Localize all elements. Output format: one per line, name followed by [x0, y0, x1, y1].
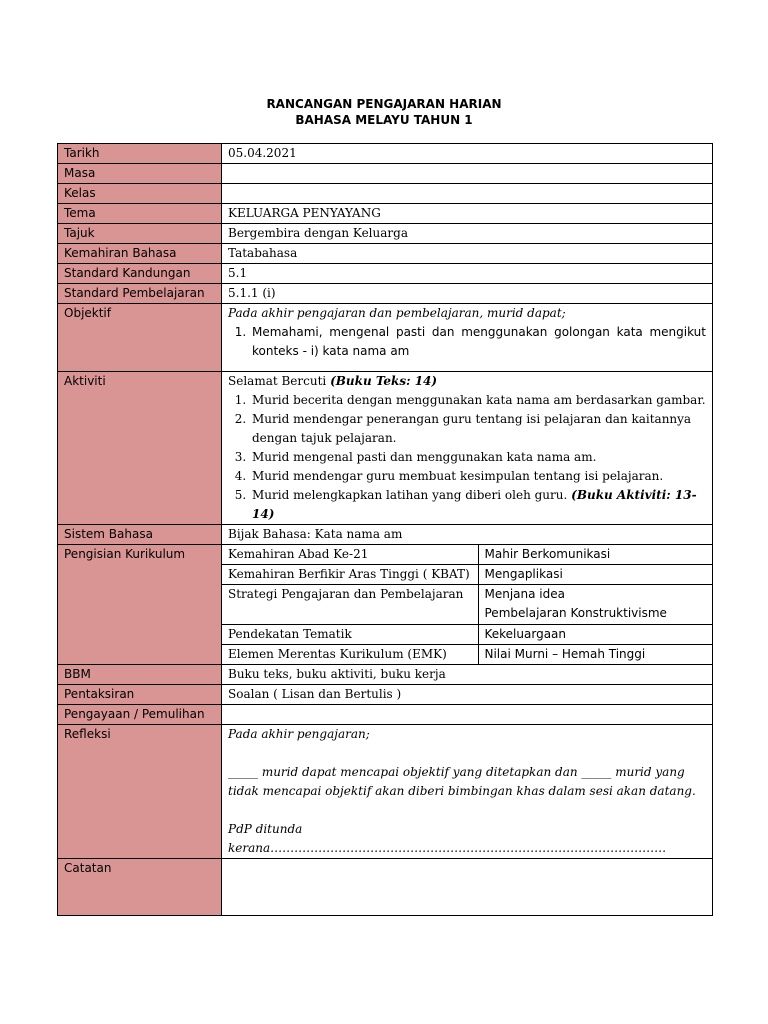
row-catatan: [58, 859, 713, 916]
row-standard-kandungan: [58, 264, 713, 284]
value-sistem-bahasa: Bijak Bahasa: Kata nama am: [222, 525, 713, 545]
value-kemahiran: Tatabahasa: [222, 244, 713, 264]
label-refleksi: Refleksi: [58, 725, 222, 859]
document-title: RANCANGAN PENGAJARAN HARIAN: [266, 97, 502, 111]
objektif-intro: Pada akhir pengajaran dan pembelajaran, murid dapat;: [228, 306, 566, 320]
row-tajuk: [58, 224, 713, 244]
aktiviti-heading: Selamat Bercuti (Buku Teks: 14): [228, 374, 438, 388]
aktiviti-item: 2. Murid mendengar penerangan guru tentang isi pelajaran dan kaitannya dengan tajuk pelajaran.: [250, 410, 706, 448]
row-pengisian-kurikulum: [58, 545, 713, 665]
row-standard-pembelajaran: [58, 284, 713, 304]
value-kelas: [222, 184, 713, 204]
objektif-list: [228, 323, 706, 361]
value-pentaksiran: Soalan ( Lisan dan Bertulis ): [222, 685, 713, 705]
aktiviti-item: 3. Murid mengenal pasti dan menggunakan kata nama am.: [250, 448, 706, 467]
refleksi-line2: _____ murid dapat mencapai objektif yang ditetapkan dan _____ murid yang tidak mencapai objektif akan diberi bimbingan khas dalam sesi akan datang.: [228, 765, 696, 798]
row-masa: [58, 164, 713, 184]
row-pentaksiran: [58, 685, 713, 705]
label-tajuk: Tajuk: [58, 224, 222, 244]
aktiviti-item: 5. Murid melengkapkan latihan yang diberi oleh guru. (Buku Aktiviti: 13-14): [250, 486, 706, 524]
aktiviti-item: 1. Murid becerita dengan menggunakan kata nama am berdasarkan gambar.: [250, 391, 706, 410]
value-masa: [222, 164, 713, 184]
label-standard-kandungan: Standard Kandungan: [58, 264, 222, 284]
label-kelas: Kelas: [58, 184, 222, 204]
kurikulum-key: Kemahiran Abad Ke-21: [222, 545, 478, 565]
label-pentaksiran: Pentaksiran: [58, 685, 222, 705]
value-catatan: [222, 859, 713, 916]
label-pengisian-kurikulum: Pengisian Kurikulum: [58, 545, 222, 665]
kurikulum-key: Pendekatan Tematik: [222, 625, 478, 645]
row-kelas: [58, 184, 713, 204]
value-standard-kandungan: 5.1: [222, 264, 713, 284]
label-tema: Tema: [58, 204, 222, 224]
kurikulum-key: Elemen Merentas Kurikulum (EMK): [222, 645, 478, 665]
objektif-item: 1. Memahami, mengenal pasti dan menggunakan golongan kata mengikut konteks - i) kata nama am: [250, 323, 706, 361]
row-refleksi: [58, 725, 713, 859]
row-tarikh: [58, 144, 713, 164]
value-pengayaan: [222, 705, 713, 725]
row-kemahiran: [58, 244, 713, 264]
value-tema: KELUARGA PENYAYANG: [222, 204, 713, 224]
label-tarikh: Tarikh: [58, 144, 222, 164]
row-bbm: [58, 665, 713, 685]
kurikulum-value: Menjana idea Pembelajaran Konstruktivisme: [478, 585, 712, 625]
kurikulum-value: Mahir Berkomunikasi: [478, 545, 712, 565]
aktiviti-list: [228, 391, 706, 524]
document-subtitle: BAHASA MELAYU TAHUN 1: [295, 113, 473, 127]
refleksi-line1: Pada akhir pengajaran;: [228, 727, 370, 741]
aktiviti-last-ref: (Buku Aktiviti: 13-14): [252, 488, 697, 521]
row-aktiviti: [58, 372, 713, 525]
kurikulum-key: Kemahiran Berfikir Aras Tinggi ( KBAT): [222, 565, 478, 585]
kurikulum-value: Kekeluargaan: [478, 625, 712, 645]
label-pengayaan: Pengayaan / Pemulihan: [58, 705, 222, 725]
label-sistem-bahasa: Sistem Bahasa: [58, 525, 222, 545]
row-objektif: [58, 304, 713, 372]
label-aktiviti: Aktiviti: [58, 372, 222, 525]
label-standard-pembelajaran: Standard Pembelajaran: [58, 284, 222, 304]
value-standard-pembelajaran: 5.1.1 (i): [222, 284, 713, 304]
kurikulum-value: Mengaplikasi: [478, 565, 712, 585]
lesson-plan-table: [57, 143, 713, 916]
label-bbm: BBM: [58, 665, 222, 685]
value-tajuk: Bergembira dengan Keluarga: [222, 224, 713, 244]
row-tema: [58, 204, 713, 224]
value-tarikh: 05.04.2021: [222, 144, 713, 164]
aktiviti-item: 4. Murid mendengar guru membuat kesimpulan tentang isi pelajaran.: [250, 467, 706, 486]
aktiviti-heading-ref: (Buku Teks: 14): [330, 374, 438, 388]
row-sistem-bahasa: [58, 525, 713, 545]
label-objektif: Objektif: [58, 304, 222, 372]
refleksi-line3: PdP ditunda kerana………………………………………………………………………………………: [228, 822, 667, 855]
row-pengayaan: [58, 705, 713, 725]
kurikulum-value: Nilai Murni – Hemah Tinggi: [478, 645, 712, 665]
kurikulum-subtable: [222, 545, 712, 664]
label-masa: Masa: [58, 164, 222, 184]
label-catatan: Catatan: [58, 859, 222, 916]
kurikulum-key: Strategi Pengajaran dan Pembelajaran: [222, 585, 478, 625]
value-bbm: Buku teks, buku aktiviti, buku kerja: [222, 665, 713, 685]
label-kemahiran: Kemahiran Bahasa: [58, 244, 222, 264]
